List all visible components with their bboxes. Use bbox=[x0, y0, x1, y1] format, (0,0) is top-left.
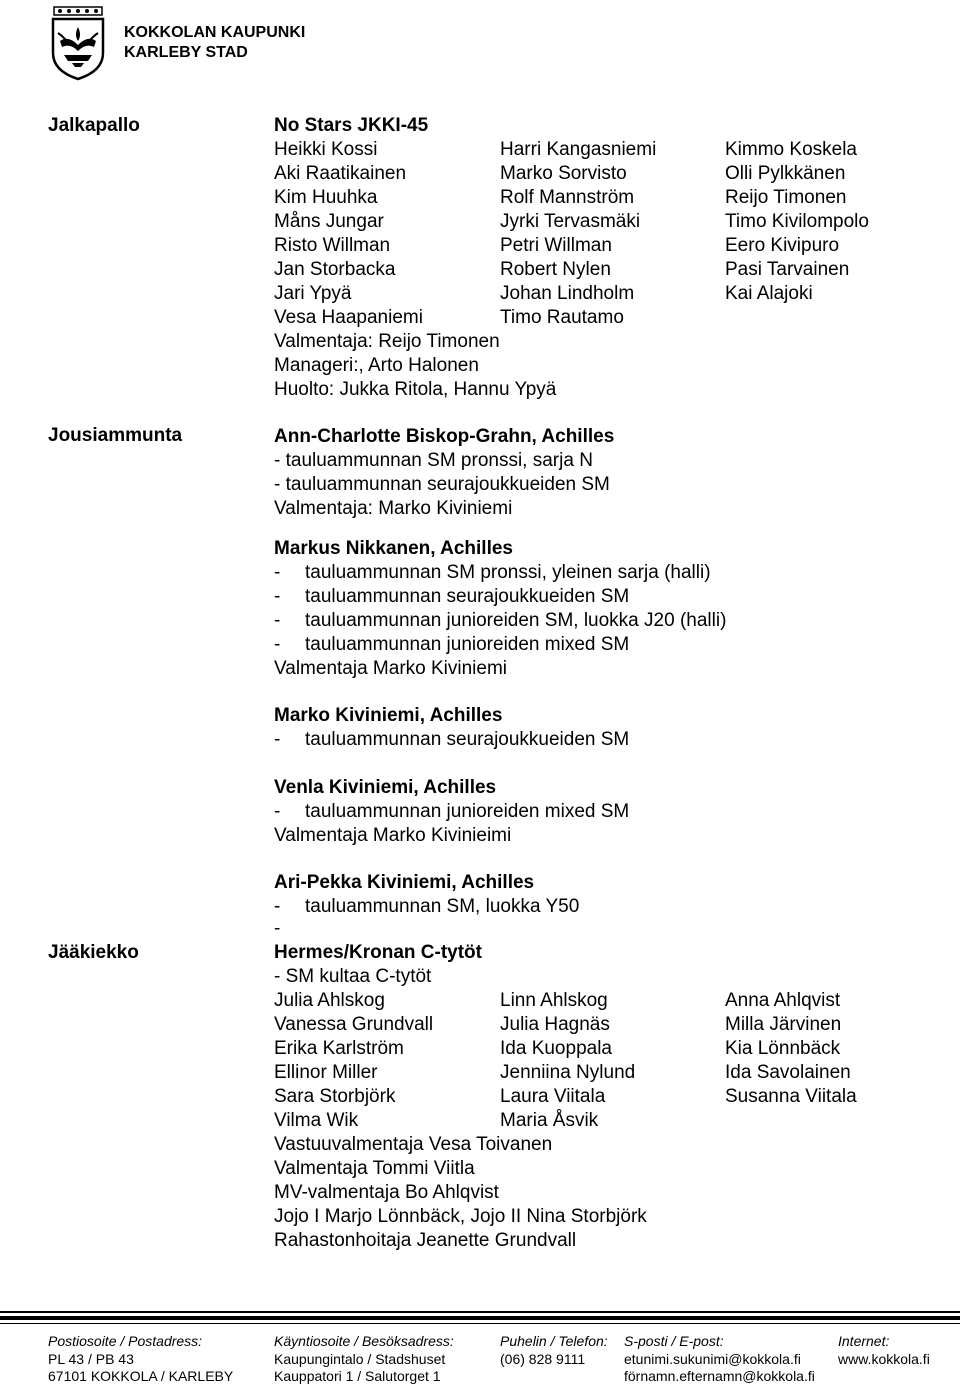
archer-coach: Valmentaja Marko Kiviniemi bbox=[274, 658, 508, 679]
hockey-player: Julia Ahlskog bbox=[274, 990, 385, 1011]
footer-phone-number: (06) 828 9111 bbox=[500, 1351, 586, 1367]
section-archery: Jousiammunta bbox=[48, 425, 183, 446]
hockey-player: Kia Lönnbäck bbox=[725, 1038, 841, 1059]
bullet-dash: - bbox=[274, 562, 281, 583]
footer-visit-building: Kaupungintalo / Stadshuset bbox=[274, 1351, 446, 1367]
hockey-player: Anna Ahlqvist bbox=[725, 990, 841, 1011]
hockey-staff: Vastuuvalmentaja Vesa Toivanen bbox=[274, 1134, 553, 1155]
footer-visit-label: Käyntiosoite / Besöksadress: bbox=[274, 1333, 454, 1349]
football-player: Johan Lindholm bbox=[500, 283, 635, 304]
football-player: Aki Raatikainen bbox=[274, 163, 407, 184]
football-player: Reijo Timonen bbox=[725, 187, 847, 208]
football-player: Jyrki Tervasmäki bbox=[500, 211, 641, 232]
archer-name: Ari-Pekka Kiviniemi, Achilles bbox=[274, 872, 535, 893]
footer-web-link[interactable]: www.kokkola.fi bbox=[838, 1351, 930, 1367]
football-player: Olli Pylkkänen bbox=[725, 163, 846, 184]
football-player: Kim Huuhka bbox=[274, 187, 378, 208]
football-player: Harri Kangasniemi bbox=[500, 139, 657, 160]
archer-result: tauluammunnan junioreiden mixed SM bbox=[305, 634, 630, 655]
hockey-player: Sara Storbjörk bbox=[274, 1086, 396, 1107]
football-player: Risto Willman bbox=[274, 235, 391, 256]
football-player: Eero Kivipuro bbox=[725, 235, 840, 256]
footer-web-label: Internet: bbox=[838, 1333, 890, 1349]
football-player: Jari Ypyä bbox=[274, 283, 352, 304]
football-player: Vesa Haapaniemi bbox=[274, 307, 423, 328]
archer-name: Marko Kiviniemi, Achilles bbox=[274, 705, 503, 726]
football-player: Heikki Kossi bbox=[274, 139, 378, 160]
section-hockey: Jääkiekko bbox=[48, 942, 139, 963]
archer-result: tauluammunnan seurajoukkueiden SM bbox=[305, 586, 630, 607]
footer-email-label: S-posti / E-post: bbox=[624, 1333, 724, 1349]
hockey-player: Vilma Wik bbox=[274, 1110, 359, 1131]
hockey-staff: Jojo I Marjo Lönnbäck, Jojo II Nina Storbjörk bbox=[274, 1206, 647, 1227]
footer-visit-street: Kauppatori 1 / Salutorget 1 bbox=[274, 1368, 441, 1384]
football-player: Timo Rautamo bbox=[500, 307, 624, 328]
footer-postal-label: Postiosoite / Postadress: bbox=[48, 1333, 203, 1349]
footer-postal-city: 67101 KOKKOLA / KARLEBY bbox=[48, 1368, 234, 1384]
archer-name: Markus Nikkanen, Achilles bbox=[274, 538, 514, 559]
hockey-staff: Valmentaja Tommi Viitla bbox=[274, 1158, 475, 1179]
footer-email-sv: förnamn.efternamn@kokkola.fi bbox=[624, 1368, 815, 1384]
archer-result: tauluammunnan SM, luokka Y50 bbox=[305, 896, 580, 917]
hockey-player: Milla Järvinen bbox=[725, 1014, 842, 1035]
bullet-dash: - bbox=[274, 634, 281, 655]
coat-of-arms-icon bbox=[50, 5, 106, 81]
city-name-sv: KARLEBY STAD bbox=[124, 44, 248, 61]
football-player: Rolf Mannström bbox=[500, 187, 635, 208]
hockey-player: Julia Hagnäs bbox=[500, 1014, 610, 1035]
section-football: Jalkapallo bbox=[48, 115, 140, 136]
football-team-name: No Stars JKKI-45 bbox=[274, 115, 429, 136]
hockey-result: - SM kultaa C-tytöt bbox=[274, 966, 432, 987]
football-player: Kai Alajoki bbox=[725, 283, 813, 304]
football-maintenance: Huolto: Jukka Ritola, Hannu Ypyä bbox=[274, 379, 557, 400]
hockey-player: Vanessa Grundvall bbox=[274, 1014, 434, 1035]
football-player: Timo Kivilompolo bbox=[725, 211, 869, 232]
hockey-player: Laura Viitala bbox=[500, 1086, 606, 1107]
city-name-fi: KOKKOLAN KAUPUNKI bbox=[124, 24, 306, 41]
hockey-player: Erika Karlström bbox=[274, 1038, 404, 1059]
footer-email-fi: etunimi.sukunimi@kokkola.fi bbox=[624, 1351, 801, 1367]
hockey-player: Maria Åsvik bbox=[500, 1110, 599, 1131]
hockey-staff: Rahastonhoitaja Jeanette Grundvall bbox=[274, 1230, 577, 1251]
football-player: Jan Storbacka bbox=[274, 259, 396, 280]
bullet-dash: - bbox=[274, 610, 281, 631]
hockey-player: Jenniina Nylund bbox=[500, 1062, 636, 1083]
archer-result: - tauluammunnan seurajoukkueiden SM bbox=[274, 474, 610, 495]
bullet-dash: - bbox=[274, 586, 281, 607]
bullet-dash: - bbox=[274, 801, 281, 822]
archer-name: Ann-Charlotte Biskop-Grahn, Achilles bbox=[274, 426, 615, 447]
footer-phone-label: Puhelin / Telefon: bbox=[500, 1333, 608, 1349]
football-player: Kimmo Koskela bbox=[725, 139, 857, 160]
hockey-player: Ida Savolainen bbox=[725, 1062, 851, 1083]
archer-coach: Valmentaja: Marko Kiviniemi bbox=[274, 498, 513, 519]
football-coach: Valmentaja: Reijo Timonen bbox=[274, 331, 500, 352]
archer-name: Venla Kiviniemi, Achilles bbox=[274, 777, 497, 798]
archer-coach: Valmentaja Marko Kivinieimi bbox=[274, 825, 512, 846]
football-player: Marko Sorvisto bbox=[500, 163, 627, 184]
bullet-dash: - bbox=[274, 896, 281, 917]
archer-result: tauluammunnan SM pronssi, yleinen sarja (halli) bbox=[305, 562, 711, 583]
football-player: Pasi Tarvainen bbox=[725, 259, 850, 280]
bullet-dash: - bbox=[274, 729, 281, 750]
football-player: Robert Nylen bbox=[500, 259, 611, 280]
archer-result: - tauluammunnan SM pronssi, sarja N bbox=[274, 450, 593, 471]
archer-result: tauluammunnan junioreiden mixed SM bbox=[305, 801, 630, 822]
hockey-team-name: Hermes/Kronan C-tytöt bbox=[274, 942, 482, 963]
archer-result: tauluammunnan junioreiden SM, luokka J20 (halli) bbox=[305, 610, 727, 631]
archer-result: tauluammunnan seurajoukkueiden SM bbox=[305, 729, 630, 750]
hockey-player: Susanna Viitala bbox=[725, 1086, 857, 1107]
football-manager: Manageri:, Arto Halonen bbox=[274, 355, 479, 376]
stray-dash: - bbox=[274, 918, 281, 939]
city-coat-of-arms bbox=[50, 5, 106, 81]
hockey-player: Linn Ahlskog bbox=[500, 990, 608, 1011]
hockey-staff: MV-valmentaja Bo Ahlqvist bbox=[274, 1182, 499, 1203]
football-player: Måns Jungar bbox=[274, 211, 384, 232]
footer-postal-box: PL 43 / PB 43 bbox=[48, 1351, 134, 1367]
football-player: Petri Willman bbox=[500, 235, 612, 256]
hockey-player: Ida Kuoppala bbox=[500, 1038, 612, 1059]
hockey-player: Ellinor Miller bbox=[274, 1062, 378, 1083]
